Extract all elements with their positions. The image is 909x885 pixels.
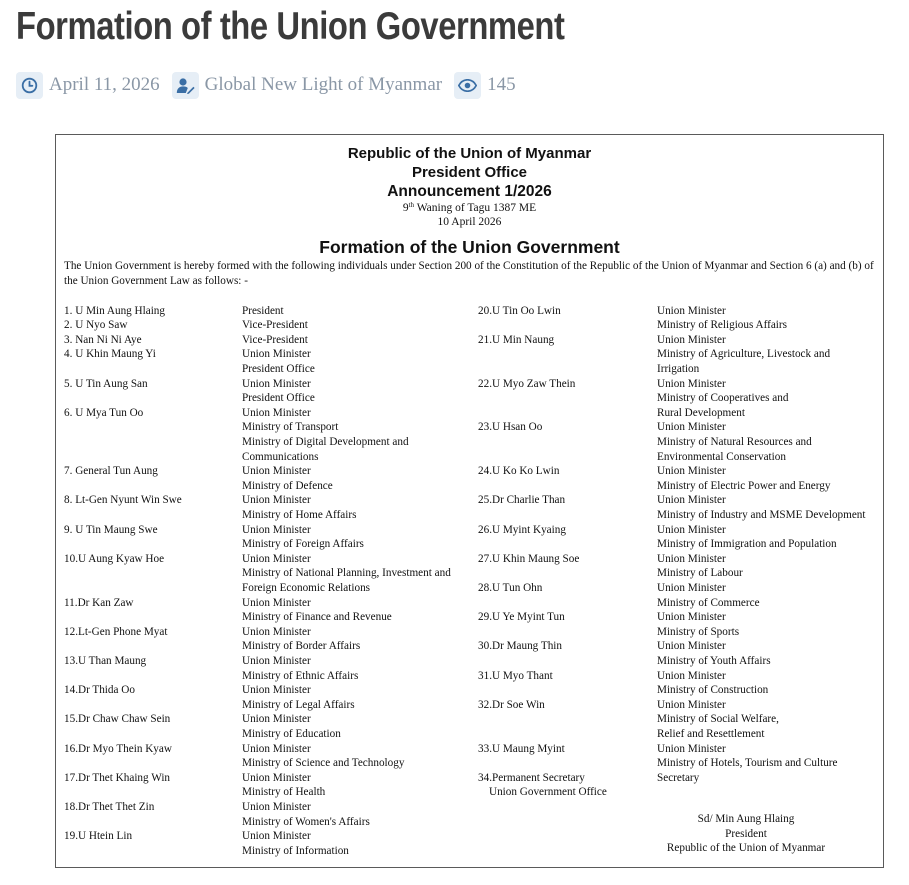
minister-role: Union Minister	[242, 377, 311, 390]
eye-icon	[454, 72, 481, 99]
minister-role: Ministry of Information	[242, 844, 349, 857]
minister-name: 14.Dr Thida Oo	[64, 684, 135, 697]
minister-role: Union Minister	[657, 494, 726, 507]
minister-role: Ministry of Legal Affairs	[242, 698, 355, 711]
minister-name: 1. U Min Aung Hlaing	[64, 304, 165, 317]
minister-role: Union Minister	[242, 742, 311, 755]
minister-name: 6. U Mya Tun Oo	[64, 406, 144, 419]
minister-role: Union Minister	[657, 611, 726, 624]
minister-name: 23.U Hsan Oo	[478, 421, 543, 434]
minister-role: Ministry of Foreign Affairs	[242, 538, 364, 551]
minister-role: Union Minister	[242, 523, 311, 536]
minister-role: Union Minister	[657, 377, 726, 390]
minister-role: Union Minister	[242, 494, 311, 507]
minister-role: Ministry of Immigration and Population	[657, 538, 837, 551]
minister-role: Ministry of Finance and Revenue	[242, 611, 392, 624]
minister-role: Ministry of Youth Affairs	[657, 654, 771, 667]
minister-name: 30.Dr Maung Thin	[478, 640, 563, 653]
minister-name: 9. U Tin Maung Swe	[64, 523, 158, 536]
minister-name: 16.Dr Myo Thein Kyaw	[64, 742, 172, 755]
minister-name: 25.Dr Charlie Than	[478, 494, 566, 507]
minister-name: 34.Permanent Secretary	[478, 771, 585, 784]
minister-role: Union Minister	[657, 333, 726, 346]
minister-name: 20.U Tin Oo Lwin	[478, 304, 561, 317]
announcement-document	[55, 134, 884, 868]
minister-role: Environmental Conservation	[657, 450, 786, 463]
signature-block	[646, 812, 846, 856]
minister-role: President Office	[242, 362, 315, 375]
view-count: 145	[487, 74, 516, 95]
clock-icon	[16, 72, 43, 99]
minister-name: 29.U Ye Myint Tun	[478, 611, 565, 624]
minister-role: Union Minister	[242, 771, 311, 784]
minister-role: Union Minister	[657, 552, 726, 565]
minister-role: Union Minister	[657, 421, 726, 434]
minister-role: Irrigation	[657, 362, 700, 375]
doc-intro: The Union Government is hereby formed with the following individuals under Section 200 of the Constitution of the Republic of the Union of Myanmar and Section 6 (a) and (b) of the Union Government Law as follows: -	[64, 260, 874, 287]
minister-name: 26.U Myint Kyaing	[478, 523, 566, 536]
article-title: Formation of the Union Government	[16, 5, 565, 48]
minister-role: Ministry of National Planning, Investment and	[242, 567, 451, 580]
minister-role: Relief and Resettlement	[657, 727, 765, 740]
minister-name: 27.U Khin Maung Soe	[478, 552, 580, 565]
minister-name: 10.U Aung Kyaw Hoe	[64, 552, 165, 565]
post-author[interactable]: Global New Light of Myanmar	[204, 74, 443, 95]
minister-name: 8. Lt-Gen Nyunt Win Swe	[64, 494, 182, 507]
minister-name: 21.U Min Naung	[478, 333, 555, 346]
minister-role: Union Minister	[242, 654, 311, 667]
doc-republic: Republic of the Union of Myanmar	[347, 145, 592, 162]
minister-role: Ministry of Digital Development and	[242, 435, 409, 448]
minister-name: 5. U Tin Aung San	[64, 377, 148, 390]
minister-role: Ministry of Defence	[242, 479, 333, 492]
minister-name: Union Government Office	[489, 786, 607, 799]
minister-role: Ministry of Natural Resources and	[657, 435, 812, 448]
minister-name: 19.U Htein Lin	[64, 830, 133, 843]
minister-name: 33.U Maung Myint	[478, 742, 565, 755]
doc-office: President Office	[411, 164, 528, 181]
minister-name: 17.Dr Thet Khaing Win	[64, 771, 171, 784]
minister-name: 13.U Than Maung	[64, 654, 147, 667]
minister-name: 32.Dr Soe Win	[478, 698, 545, 711]
minister-role: Ministry of Agriculture, Livestock and	[657, 348, 831, 361]
minister-role: Union Minister	[242, 348, 311, 361]
minister-role: Union Minister	[657, 640, 726, 653]
minister-role: Union Minister	[657, 523, 726, 536]
minister-role: Ministry of Cooperatives and	[657, 392, 789, 405]
minister-name: 7. General Tun Aung	[64, 465, 158, 478]
user-edit-icon	[172, 72, 199, 99]
minister-role: Foreign Economic Relations	[242, 581, 371, 594]
minister-role: Union Minister	[242, 552, 311, 565]
minister-role: Union Minister	[657, 581, 726, 594]
article-meta	[16, 70, 516, 100]
doc-date: 10 April 2026	[437, 216, 502, 228]
minister-role: President Office	[242, 392, 315, 405]
minister-name: 31.U Myo Thant	[478, 669, 553, 682]
minister-role: Vice-President	[242, 319, 308, 332]
minister-role: Ministry of Labour	[657, 567, 743, 580]
minister-name: 18.Dr Thet Thet Zin	[64, 800, 155, 813]
minister-role: Ministry of Hotels, Tourism and Culture	[657, 757, 838, 770]
minister-role: Ministry of Construction	[657, 684, 769, 697]
signature-office: Republic of the Union of Myanmar	[666, 842, 826, 855]
minister-name: 22.U Myo Zaw Thein	[478, 377, 576, 390]
minister-role: Union Minister	[242, 830, 311, 843]
minister-role: Union Minister	[242, 406, 311, 419]
minister-role: Ministry of Industry and MSME Development	[657, 508, 866, 521]
minister-role: Ministry of Education	[242, 727, 341, 740]
minister-role: Union Minister	[242, 465, 311, 478]
minister-role: Ministry of Commerce	[657, 596, 760, 609]
minister-name: 4. U Khin Maung Yi	[64, 348, 156, 361]
minister-role: Secretary	[657, 771, 700, 784]
minister-role: Union Minister	[242, 684, 311, 697]
minister-name: 11.Dr Kan Zaw	[64, 596, 134, 609]
minister-role: Union Minister	[657, 742, 726, 755]
minister-role: Ministry of Transport	[242, 421, 339, 434]
minister-role: Union Minister	[657, 669, 726, 682]
signature-name: Sd/ Min Aung Hlaing	[697, 813, 795, 825]
minister-role: Ministry of Ethnic Affairs	[242, 669, 359, 682]
minister-name: 2. U Nyo Saw	[64, 319, 128, 332]
minister-name: 24.U Ko Ko Lwin	[478, 465, 560, 478]
minister-role: Ministry of Home Affairs	[242, 508, 357, 521]
minister-role: Union Minister	[242, 596, 311, 609]
minister-role: Union Minister	[242, 713, 311, 726]
minister-role: Ministry of Sports	[657, 625, 740, 638]
minister-name: 15.Dr Chaw Chaw Sein	[64, 713, 171, 726]
minister-role: Ministry of Religious Affairs	[657, 319, 787, 332]
doc-heading: Formation of the Union Government	[319, 237, 620, 257]
doc-lunar-date: 9th Waning of Tagu 1387 ME	[402, 201, 537, 214]
minister-role: Union Minister	[657, 465, 726, 478]
minister-name: 3. Nan Ni Ni Aye	[64, 333, 142, 346]
minister-role: Communications	[242, 450, 319, 463]
post-date[interactable]: April 11, 2026	[49, 74, 160, 95]
signature-title: President	[725, 827, 767, 840]
minister-role: Ministry of Electric Power and Energy	[657, 479, 831, 492]
minister-role: Ministry of Border Affairs	[242, 640, 361, 653]
minister-role: Union Minister	[242, 800, 311, 813]
minister-role: Vice-President	[242, 333, 308, 346]
minister-role: President	[242, 304, 284, 317]
minister-role: Ministry of Social Welfare,	[657, 713, 779, 726]
minister-role: Union Minister	[657, 304, 726, 317]
doc-announcement: Announcement 1/2026	[387, 183, 552, 200]
minister-role: Ministry of Women's Affairs	[242, 815, 370, 828]
minister-name: 12.Lt-Gen Phone Myat	[64, 625, 168, 638]
minister-role: Union Minister	[242, 625, 311, 638]
minister-role: Union Minister	[657, 698, 726, 711]
minister-name: 28.U Tun Ohn	[478, 581, 543, 594]
minister-role: Ministry of Science and Technology	[242, 757, 405, 770]
minister-role: Rural Development	[657, 406, 745, 419]
minister-role: Ministry of Health	[242, 786, 326, 799]
